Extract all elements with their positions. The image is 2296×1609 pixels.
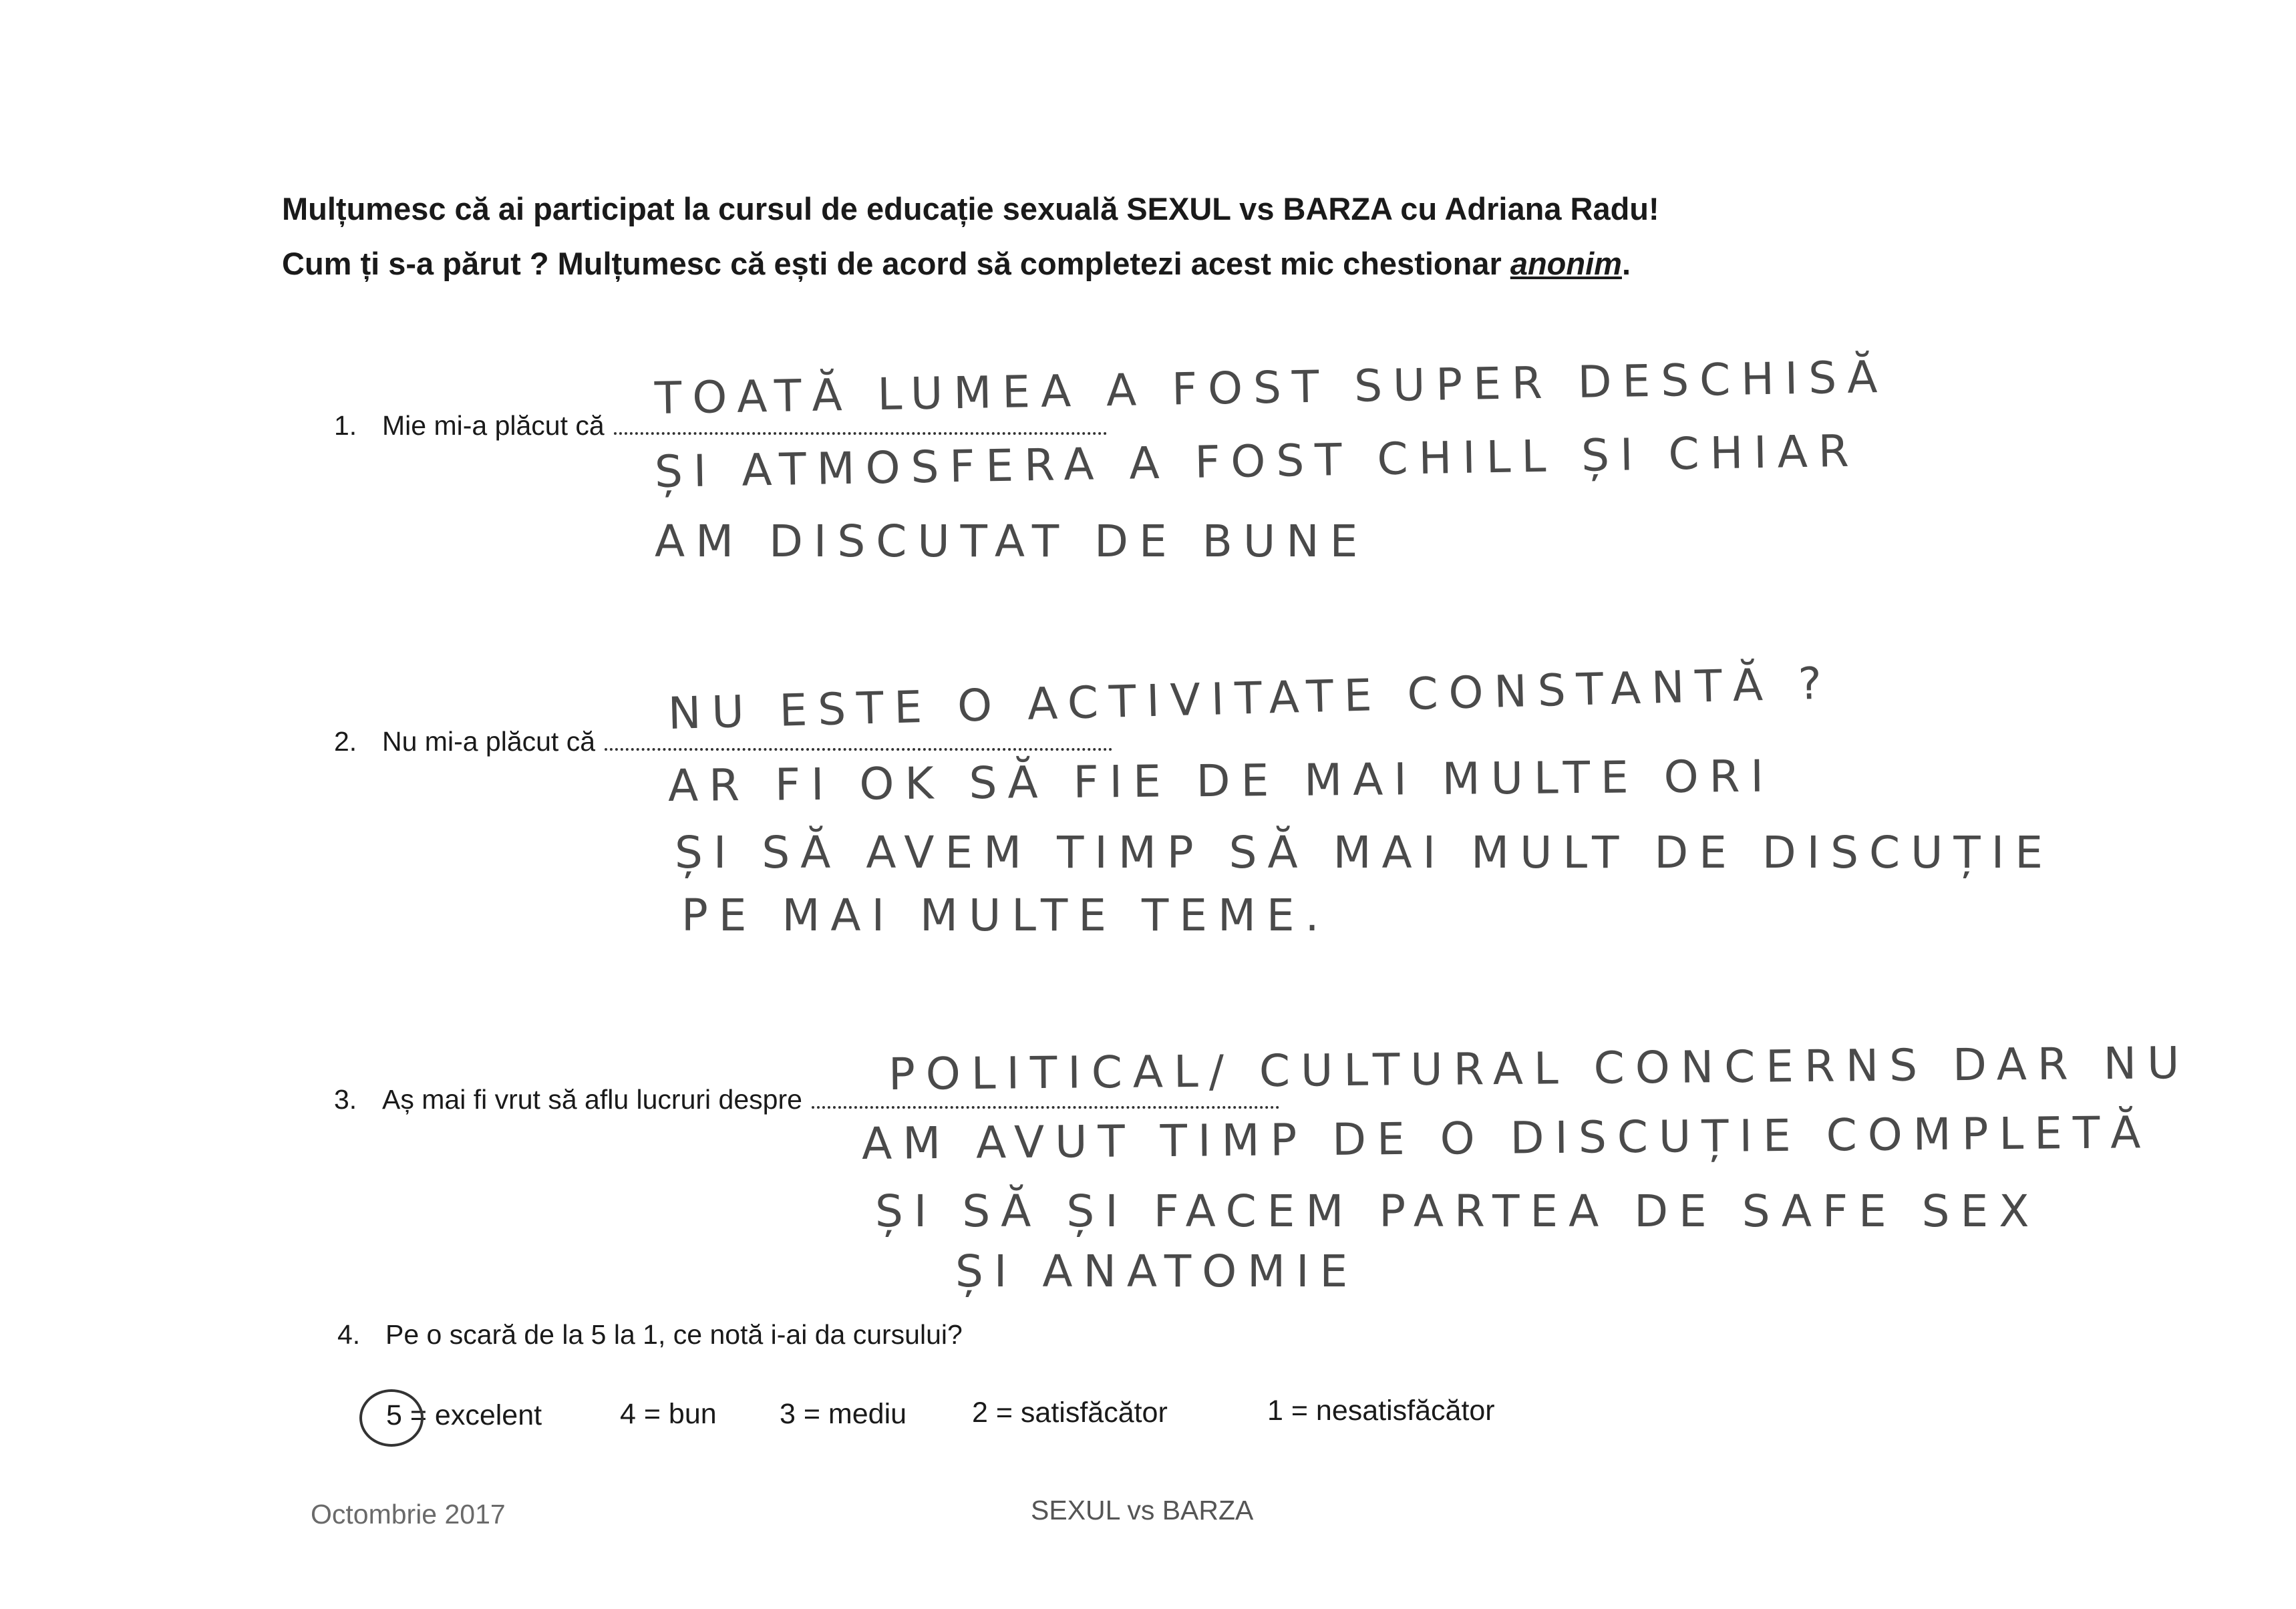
- question-2-answer-line: [605, 740, 1112, 751]
- scale-option-5[interactable]: 5 = excelent: [386, 1399, 542, 1431]
- scale-option-3[interactable]: 3 = mediu: [780, 1398, 907, 1430]
- answer-3-line-4: ȘI ANATOMIE: [955, 1246, 1359, 1297]
- question-2-number: 2.: [334, 726, 357, 757]
- selected-rating-circle: [359, 1389, 424, 1447]
- question-4-prompt: Pe o scară de la 5 la 1, ce notă i-ai da cursului?: [385, 1319, 963, 1350]
- question-3-number: 3.: [334, 1084, 357, 1115]
- question-4-number: 4.: [337, 1319, 361, 1350]
- answer-2-line-2: AR FI OK SĂ FIE DE MAI MULTE ORI: [667, 750, 1775, 812]
- answer-3-line-2: AM AVUT TIMP DE O DISCUȚIE COMPLETĂ: [861, 1107, 2152, 1170]
- scale-option-4[interactable]: 4 = bun: [620, 1398, 717, 1430]
- scale-option-2[interactable]: 2 = satisfăcător: [972, 1397, 1168, 1429]
- header-line-2-text: Cum ți s-a părut ? Mulțumesc că ești de acord să completezi acest mic chestionar: [282, 246, 1510, 281]
- question-4: [337, 1319, 963, 1351]
- answer-1-line-2: ȘI ATMOSFERA A FOST CHILL ȘI CHIAR: [654, 425, 1860, 498]
- question-1-answer-line: [614, 424, 1107, 435]
- answer-3-line-3: ȘI SĂ ȘI FACEM PARTEA DE SAFE SEX: [875, 1186, 2040, 1237]
- question-1-number: 1.: [334, 410, 357, 441]
- header: [282, 182, 2086, 291]
- answer-3-line-1: POLITICAL/ CULTURAL CONCERNS DAR NU: [888, 1037, 2190, 1100]
- question-2-prompt: Nu mi-a plăcut că: [382, 726, 596, 757]
- answer-1-line-3: AM DISCUTAT DE BUNE: [655, 516, 1369, 567]
- footer-title: SEXUL vs BARZA: [1031, 1495, 1254, 1526]
- question-3-prompt: Aș mai fi vrut să aflu lucruri despre: [382, 1084, 802, 1115]
- scale-option-1[interactable]: 1 = nesatisfăcător: [1267, 1395, 1495, 1427]
- answer-1-line-1: TOATĂ LUMEA A FOST SUPER DESCHISĂ: [654, 351, 1889, 424]
- question-1-prompt: Mie mi-a plăcut că: [382, 410, 605, 441]
- header-line-2-end: .: [1621, 246, 1631, 281]
- answer-2-line-1: NU ESTE O ACTIVITATE CONSTANTĂ ?: [667, 657, 1833, 739]
- anonim-word: anonim: [1510, 246, 1622, 281]
- answer-2-line-3: ȘI SĂ AVEM TIMP SĂ MAI MULT DE DISCUȚIE: [675, 827, 2054, 878]
- question-3-answer-line: [812, 1098, 1279, 1109]
- footer-date: Octombrie 2017: [311, 1499, 506, 1530]
- answer-2-line-4: PE MAI MULTE TEME.: [681, 890, 1330, 941]
- header-line-2: [282, 236, 2086, 291]
- header-line-1: Mulțumesc că ai participat la cursul de educație sexuală SEXUL vs BARZA cu Adriana Radu!: [282, 191, 1659, 226]
